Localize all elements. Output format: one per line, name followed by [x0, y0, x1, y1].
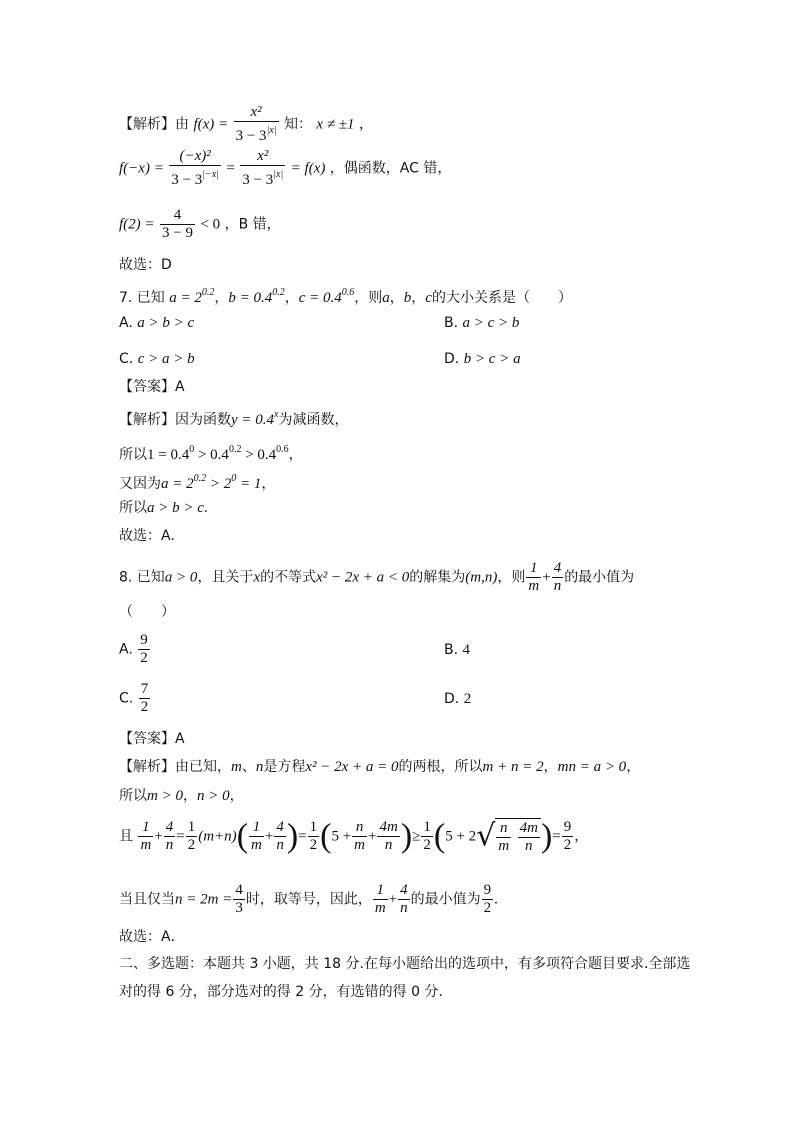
numerator: 4 — [400, 882, 408, 898]
q7-ana-3 — [119, 470, 275, 493]
math: 5 + — [331, 828, 352, 845]
math: + — [264, 828, 274, 845]
q8-ana-4 — [119, 882, 498, 917]
den-base: 3 − 3 — [171, 172, 203, 188]
text: 的最小值为 — [410, 891, 481, 908]
text: 、 — [241, 759, 256, 775]
numerator: n — [352, 819, 367, 837]
math: f(x) = — [193, 116, 229, 133]
q8-answer: 【答案】A — [119, 731, 185, 747]
math: n > 0 — [196, 788, 230, 804]
numerator: 4 — [235, 882, 243, 898]
text: ， — [543, 759, 558, 775]
paren-open: ( — [433, 817, 446, 855]
exp: 0.2 — [193, 473, 207, 484]
part: > 0.4 — [241, 447, 277, 463]
fraction — [308, 819, 320, 854]
denominator: n — [400, 900, 408, 916]
q7-ana-1 — [119, 406, 348, 429]
denominator: 2 — [483, 900, 492, 916]
q8-ana-2 — [119, 787, 244, 805]
part: > 2 — [206, 476, 232, 492]
text: 的解集为 — [409, 569, 466, 586]
math: = — [552, 828, 561, 845]
fraction — [234, 104, 279, 145]
text: . — [494, 891, 498, 908]
option-label: C. — [119, 690, 134, 707]
math — [228, 287, 285, 306]
math: = — [298, 828, 307, 845]
fraction — [398, 882, 410, 917]
numerator: (−x)² — [169, 148, 221, 166]
numerator: x² — [240, 148, 285, 166]
text: 【解析】由 — [119, 116, 189, 133]
numerator: 1 — [526, 560, 541, 578]
option-label: D. — [444, 691, 460, 707]
text: 当且仅当 — [119, 891, 175, 908]
text: ， — [411, 290, 426, 306]
fraction — [482, 882, 494, 917]
exp: 0.6 — [276, 444, 289, 455]
sol6-line1 — [119, 104, 373, 145]
fraction — [160, 207, 195, 242]
fraction — [249, 819, 264, 854]
text: 为减函数， — [278, 412, 349, 428]
numerator: 9 — [140, 632, 148, 648]
option-label: C. — [119, 351, 134, 367]
numerator: 1 — [373, 882, 388, 900]
option-label: A. — [119, 641, 133, 658]
denominator: m — [251, 837, 262, 853]
text: ，偶函数，AC 错， — [329, 160, 452, 177]
q8-ana-1 — [119, 758, 640, 776]
q8-option-a — [119, 632, 151, 667]
fraction — [377, 819, 399, 854]
paren-close: ) — [400, 817, 413, 855]
option-text: a > c > b — [462, 315, 520, 331]
math: = f(x) — [290, 160, 326, 177]
denominator: n — [276, 837, 284, 853]
denominator: m — [140, 837, 152, 853]
exp: 0.2 — [201, 287, 215, 298]
b-def: b = 0.4 — [228, 290, 273, 306]
text: ， — [284, 290, 299, 306]
math: m + n = 2 — [482, 759, 544, 775]
q8-option-c — [119, 681, 151, 716]
exp: 0 — [189, 444, 195, 455]
numerator: 1 — [423, 819, 431, 835]
text: ，且关于 — [197, 569, 254, 586]
part: a = 2 — [161, 476, 194, 492]
math: = — [176, 828, 185, 845]
math: m — [231, 759, 242, 775]
text: ， — [214, 290, 229, 306]
math: a — [382, 290, 390, 306]
fn: y = 0.4 — [231, 412, 275, 428]
den-exp: |x| — [273, 169, 284, 180]
text: 【解析】由已知， — [119, 759, 231, 775]
denominator: m — [354, 837, 366, 853]
option-text: 2 — [463, 691, 472, 707]
math: c — [425, 290, 432, 306]
numerator: 7 — [140, 681, 149, 697]
math: + — [368, 828, 377, 845]
q8-option-d — [444, 691, 471, 708]
denominator: 3 − 9 — [161, 225, 193, 241]
fraction — [496, 820, 511, 855]
math: (m,n) — [465, 569, 498, 586]
text: ， — [261, 476, 276, 492]
text: . — [203, 500, 208, 516]
denominator: n — [553, 578, 562, 594]
section2-line2: 对的得 6 分，部分选对的得 2 分，有选错的得 0 分. — [119, 984, 443, 1000]
math: < 0 — [200, 216, 221, 233]
numerator: 1 — [249, 819, 264, 837]
math: 5 + 2 — [445, 828, 477, 845]
q7-stem — [119, 284, 572, 307]
text: 的大小关系是（ ） — [431, 290, 572, 306]
fraction — [186, 819, 198, 854]
math — [169, 287, 215, 306]
math: b — [403, 290, 412, 306]
text: ， — [358, 116, 373, 133]
text: ，则 — [497, 569, 526, 586]
numerator: 4 — [160, 207, 195, 225]
math — [161, 473, 262, 492]
option-text: c > a > b — [137, 351, 195, 367]
c-def: c = 0.4 — [298, 290, 342, 306]
numerator: 4m — [519, 820, 538, 836]
option-label: B. — [444, 315, 459, 331]
fraction — [562, 819, 574, 854]
math — [231, 409, 279, 428]
paren-close: ) — [286, 817, 299, 855]
square-root — [476, 818, 541, 855]
numerator: 1 — [138, 819, 153, 837]
q7-ana-2 — [119, 441, 303, 464]
numerator: 4m — [379, 819, 398, 835]
fraction — [526, 560, 541, 595]
fraction — [352, 819, 367, 854]
fraction — [274, 819, 286, 854]
q7-option-d — [444, 351, 521, 368]
paren-open: ( — [320, 817, 332, 855]
den-exp: |x| — [266, 125, 277, 136]
denominator — [234, 122, 279, 145]
text: 的两根，所以 — [398, 759, 483, 775]
option-label: B. — [444, 642, 459, 658]
fraction — [138, 632, 150, 667]
paren-open: ( — [236, 817, 249, 855]
text: ， — [182, 788, 197, 804]
text: 知： — [283, 116, 312, 133]
denominator: 2 — [140, 650, 148, 666]
denominator: 2 — [423, 837, 431, 853]
math: x² − 2x + a = 0 — [305, 759, 399, 775]
q8-blank: （ ） — [119, 604, 175, 620]
math: + — [542, 569, 551, 586]
numerator: 9 — [483, 882, 492, 898]
denominator: 3 — [235, 900, 243, 916]
q7-option-c — [119, 351, 195, 368]
numerator: 1 — [309, 819, 318, 835]
denominator: m — [498, 838, 510, 854]
option-label: A. — [119, 315, 133, 331]
math: (m+n) — [198, 828, 237, 845]
den-exp: |−x| — [202, 169, 219, 180]
text: 的不等式 — [260, 569, 317, 586]
option-text: 4 — [462, 642, 471, 658]
exp: 0.2 — [228, 444, 242, 455]
q7-option-b — [444, 315, 519, 332]
math: n — [255, 759, 264, 775]
math: f(2) = — [119, 216, 155, 233]
q7-pick: 故选：A. — [119, 528, 175, 544]
math: n = 2m = — [175, 891, 233, 908]
text: 所以 — [119, 788, 147, 804]
fraction — [233, 882, 245, 917]
den-base: 3 − 3 — [235, 128, 267, 144]
text: 所以 — [119, 500, 147, 516]
math: x² − 2x + a < 0 — [316, 569, 410, 586]
math: + — [388, 891, 398, 908]
text: ， — [229, 788, 244, 804]
q7-option-a — [119, 315, 194, 332]
math: + — [154, 828, 163, 845]
q8-option-b — [444, 642, 470, 659]
section2-line1: 二、多选题：本题共 3 小题，共 18 分.在每小题给出的选项中，有多项符合题目要求.全部选 — [119, 956, 691, 972]
numerator: x² — [234, 104, 279, 122]
q8-stem — [119, 560, 634, 595]
denominator: 2 — [187, 837, 196, 853]
math: x — [253, 569, 261, 586]
denominator: n — [165, 837, 174, 853]
math: m > 0 — [147, 788, 183, 804]
part: = 1 — [236, 476, 262, 492]
math — [298, 287, 355, 306]
exp: 0.2 — [272, 287, 285, 298]
option-text: b > c > a — [463, 351, 521, 367]
text: 的最小值为 — [564, 569, 635, 586]
denominator: n — [384, 837, 393, 853]
numerator: 4 — [165, 819, 174, 835]
option-text: a > b > c — [137, 315, 195, 331]
q7-answer: 【答案】A — [119, 379, 185, 395]
numerator: 4 — [553, 560, 562, 576]
text: ，则 — [354, 290, 383, 306]
text: ， — [389, 290, 404, 306]
fraction — [373, 882, 388, 917]
text: 所以 — [119, 447, 147, 463]
fraction — [138, 819, 153, 854]
part: > 0.4 — [194, 447, 229, 463]
fraction — [552, 560, 564, 595]
fraction — [139, 681, 151, 716]
text: 8. 已知 — [119, 569, 165, 586]
radicand — [495, 818, 541, 855]
denominator — [169, 166, 221, 189]
denominator: m — [374, 900, 386, 916]
q8-ana-3 — [119, 818, 588, 855]
math: ≥ — [412, 828, 421, 845]
text: 时，取等号，因此， — [245, 891, 372, 908]
text: 且 — [119, 828, 133, 845]
text: ， — [574, 828, 589, 845]
denominator: 2 — [563, 837, 572, 853]
text: 7. 已知 — [119, 290, 165, 306]
text: 【解析】因为函数 — [119, 412, 231, 428]
text: ， — [626, 759, 641, 775]
text: ，B 错， — [224, 216, 281, 233]
math — [147, 444, 289, 463]
math: a > b > c — [147, 500, 204, 516]
fraction — [421, 819, 433, 854]
sol6-pick: 故选：D — [119, 257, 172, 273]
option-label: D. — [444, 351, 460, 367]
exp: 0.6 — [341, 287, 355, 298]
den-base: 3 − 3 — [242, 172, 274, 188]
denominator: 2 — [140, 699, 149, 715]
q8-pick: 故选：A． — [119, 929, 185, 945]
paren-close: ) — [540, 817, 553, 855]
math: f(−x) = — [119, 160, 164, 177]
sol6-line2 — [119, 148, 451, 189]
numerator: n — [496, 820, 511, 838]
text: ， — [288, 447, 303, 463]
text: 又因为 — [119, 476, 161, 492]
exp: 0 — [231, 473, 237, 484]
denominator: n — [525, 838, 533, 854]
fraction — [169, 148, 221, 189]
part: 1 = 0.4 — [147, 447, 190, 463]
numerator: 9 — [563, 819, 572, 835]
denominator: m — [528, 578, 540, 594]
denominator: 2 — [309, 837, 318, 853]
numerator: 1 — [187, 819, 196, 835]
math: x ≠ ±1 — [316, 116, 355, 133]
radical-sign: √ — [476, 818, 496, 854]
denominator — [240, 166, 285, 189]
math: a > 0 — [164, 569, 198, 586]
a-def: a = 2 — [169, 290, 202, 306]
fraction — [164, 819, 176, 854]
text: 是方程 — [263, 759, 306, 775]
sol6-line3 — [119, 207, 281, 242]
fraction — [240, 148, 285, 189]
math: = — [226, 160, 235, 177]
q7-ana-4 — [119, 499, 208, 517]
fraction — [518, 820, 540, 855]
math: mn = a > 0 — [557, 759, 627, 775]
exp: x — [274, 409, 279, 420]
numerator: 4 — [276, 819, 284, 835]
